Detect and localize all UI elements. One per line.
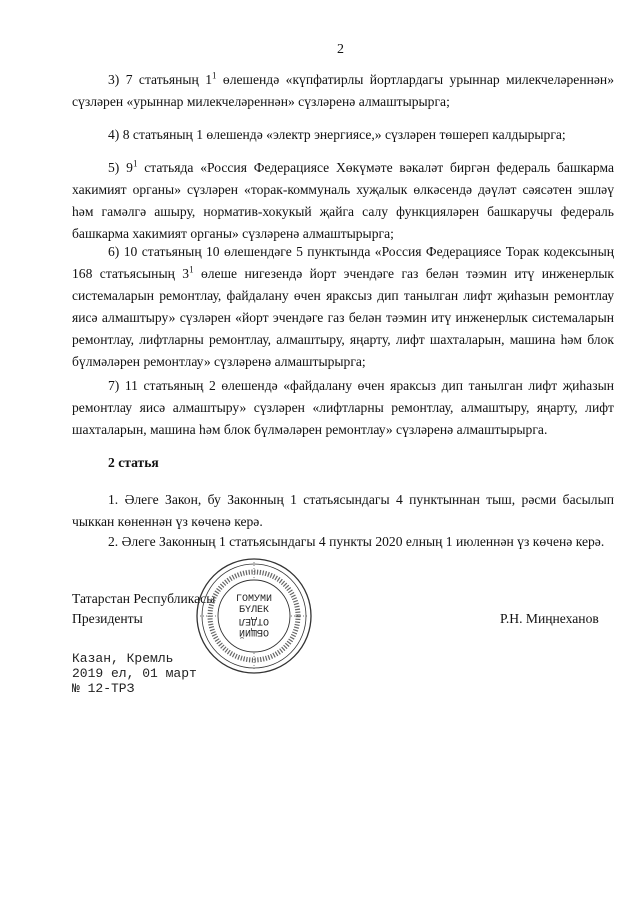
item-5-text-a: 5) 9 (108, 160, 133, 175)
footer-law-number: № 12-ТРЗ (72, 681, 135, 696)
stamp-line-3: ОТДЕЛ (238, 615, 270, 626)
item-4: 4) 8 статьяның 1 өлешендә «электр энергиясе,» сүзләрен төшереп калдырырга; (108, 127, 566, 142)
item-3-superscript: 1 (212, 70, 217, 81)
item-5-superscript: 1 (132, 158, 138, 169)
footer-date: 2019 ел, 01 март (72, 666, 197, 681)
item-3-text-b: өлешендә «күпфатирлы йортлардагы урыннар милекчеләреннән» сүзләрен «урыннар милекчеләреннән» сүзләренә алмаштырырга; (72, 72, 614, 109)
item-5 (72, 157, 614, 245)
item-6-superscript: 1 (189, 264, 194, 275)
signature-name: Р.Н. Миңнеханов (500, 611, 599, 626)
section-item-1: 1. Әлеге Закон, бу Законның 1 статьясындагы 4 пунктыннан тыш, рәсми басылып чыккан көненнән үз көченә керә. (72, 492, 614, 529)
signature-position-line1: Татарстан Республикасы (72, 591, 216, 606)
page-number: 2 (337, 42, 344, 57)
item-6-text-a: 6) 10 статьяның 10 өлешендәге 5 пунктында «Россия Федерациясе Торак кодексының 168 статьясының 3 (72, 244, 614, 281)
item-7: 7) 11 статьяның 2 өлешендә «файдалану өчен яраксыз дип танылган лифт җиһазын ремонтлау яисә алмаштыру» сүзләрен «лифтларны ремонтлау, алмаштыру, яңарту, лифт шахталарын, машина һәм блок бүлмәләрен ремонтлау» сүзләренә алмаштырырга. (72, 378, 614, 437)
item-6 (72, 241, 614, 373)
section-title: 2 статья (108, 455, 159, 470)
item-5-text-b: статьяда «Россия Федерациясе Хөкүмәте вәкаләт биргән федераль башкарма хакимият органы» сүзләрен «торак-коммуналь хуҗалык өлкәсендә дәүләт сәясәтен эшләү һәм гамәлгә ашыру, норматив-хокукый җайга салу функцияләрен башкаручы федераль башкарма хакимият органы» сүзләренә алмаштырырга; (72, 160, 614, 241)
item-3 (72, 69, 614, 113)
signature-position-line2: Президенты (72, 611, 143, 626)
official-stamp (194, 556, 314, 676)
stamp-line-2: БҮЛЕК (238, 605, 270, 616)
section-item-2: 2. Әлеге Законның 1 статьясындагы 4 пункты 2020 елның 1 июленнән үз көченә керә. (108, 534, 605, 549)
stamp-line-4: ОБЩИЙ (238, 626, 270, 637)
item-6-text-b: өлеше нигезендә йорт эчендәге газ белән тәэмин итү инженерлык системаларын ремонтлау, файдалану өчен яраксыз дип танылган лифт җиһазын ремонтлау яисә алмаштыру» сүзләрен «йорт эчендәге газ белән тәэмин итү инженерлык системаларын ремонтлау, лифтларны ремонтлау, алмаштыру, яңарту, лифт шахталарын, машина һәм блок бүлмәләрен ремонтлау» сүзләренә алмаштырырга; (72, 266, 614, 369)
stamp-line-1: ГОМУМИ (235, 594, 273, 605)
footer-place: Казан, Кремль (72, 651, 174, 666)
place-date-number (72, 651, 197, 696)
item-3-text-a: 3) 7 статьяның 1 (108, 72, 213, 87)
